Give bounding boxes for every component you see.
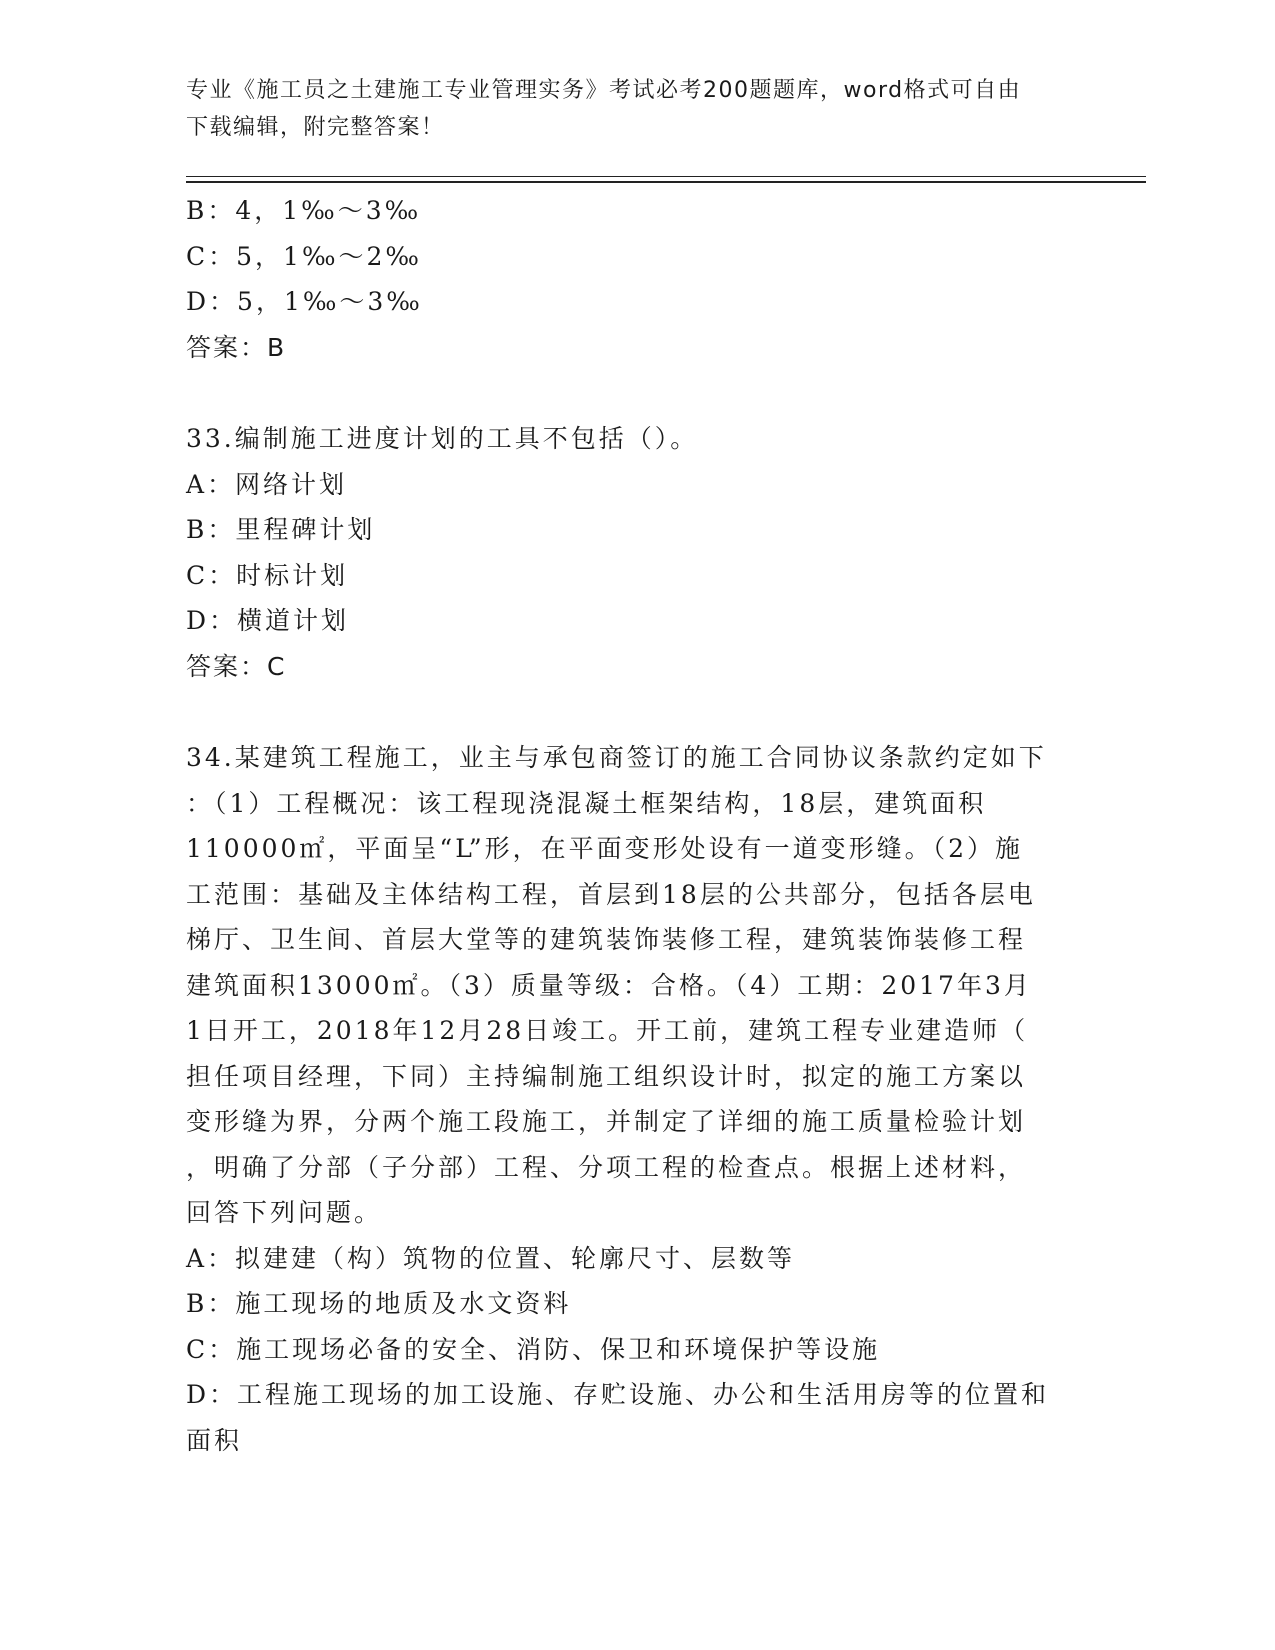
q32-option-b: B：4，1‰～3‰ — [186, 196, 422, 225]
q34-question-line: 34.某建筑工程施工，业主与承包商签订的施工合同协议条款约定如下 — [186, 743, 1047, 772]
q34-question-line: 1日开工，2018年12月28日竣工。开工前，建筑工程专业建造师（ — [186, 1016, 1029, 1045]
q34-option-d-continued: 面积 — [186, 1425, 243, 1455]
q34-question-line: ：（1）工程概况：该工程现浇混凝土框架结构，18层，建筑面积 — [186, 788, 987, 818]
q33-option-b: B：里程碑计划 — [186, 515, 376, 544]
document-body — [186, 188, 1086, 1463]
q33-option-c: C：时标计划 — [186, 560, 349, 590]
question-33-block — [186, 416, 1086, 689]
header-divider-thin — [186, 176, 1146, 177]
q32-option-d: D：5，1‰～3‰ — [186, 287, 423, 316]
header-title-line-2: 下载编辑，附完整答案！ — [186, 115, 445, 140]
q34-question-line: ，明确了分部（子分部）工程、分项工程的检查点。根据上述材料， — [186, 1152, 1027, 1182]
q34-question-line: 回答下列问题。 — [186, 1198, 383, 1227]
question-32-block — [186, 188, 1086, 370]
spacer — [186, 689, 1086, 735]
question-34-block — [186, 735, 1086, 1463]
q34-question-line: 担任项目经理，下同）主持编制施工组织设计时，拟定的施工方案以 — [186, 1061, 1027, 1091]
header-divider-thick — [186, 181, 1146, 183]
q34-option-a: A：拟建建（构）筑物的位置、轮廓尺寸、层数等 — [186, 1243, 796, 1273]
q32-answer: 答案：B — [186, 332, 287, 362]
q34-option-b: B：施工现场的地质及水文资料 — [186, 1289, 572, 1318]
q33-option-d: D：横道计划 — [186, 606, 350, 635]
header-title-line-1: 专业《施工员之土建施工专业管理实务》考试必考200题题库，word格式可自由 — [186, 78, 1022, 103]
document-header — [186, 72, 1066, 146]
q34-question-line: 工范围：基础及主体结构工程，首层到18层的公共部分，包括各层电 — [186, 879, 1036, 909]
q34-question-line: 建筑面积13000㎡。（3）质量等级：合格。（4）工期：2017年3月 — [186, 970, 1032, 1000]
q32-option-c: C：5，1‰～2‰ — [186, 241, 422, 271]
q34-question-line: 110000㎡，平面呈“L”形，在平面变形处设有一道变形缝。（2）施 — [186, 834, 1024, 863]
q34-option-d: D：工程施工现场的加工设施、存贮设施、办公和生活用房等的位置和 — [186, 1380, 1050, 1409]
q34-option-c: C：施工现场必备的安全、消防、保卫和环境保护等设施 — [186, 1334, 881, 1364]
q34-question-line: 梯厅、卫生间、首层大堂等的建筑装饰装修工程，建筑装饰装修工程 — [186, 925, 1027, 954]
q34-question-line: 变形缝为界，分两个施工段施工，并制定了详细的施工质量检验计划 — [186, 1107, 1027, 1136]
q33-answer: 答案：C — [186, 651, 287, 681]
spacer — [186, 370, 1086, 416]
q33-question: 33.编制施工进度计划的工具不包括（）。 — [186, 424, 699, 453]
q34-question — [186, 735, 1086, 1236]
q33-option-a: A：网络计划 — [186, 469, 348, 499]
